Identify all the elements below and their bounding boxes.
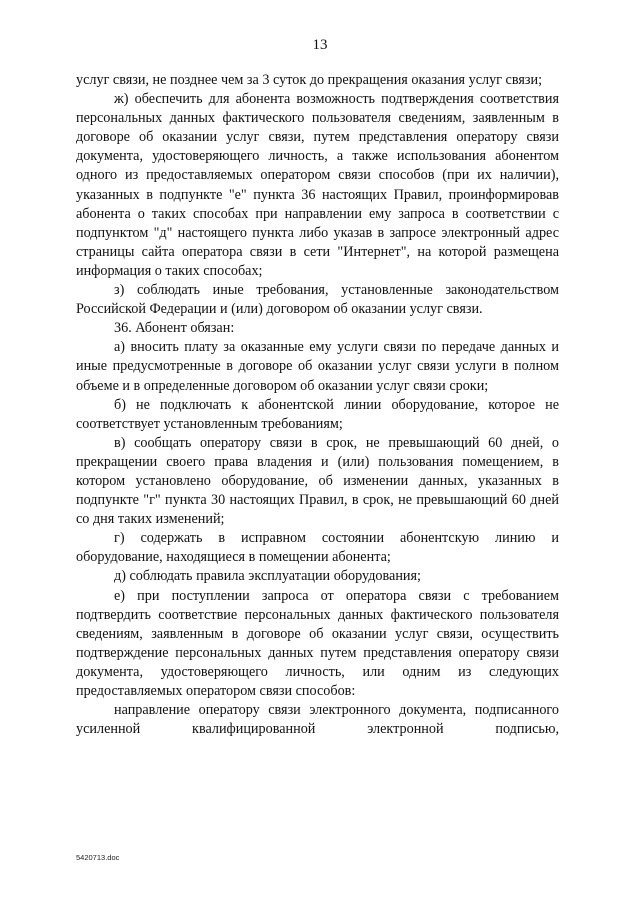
paragraph-item-a: а) вносить плату за оказанные ему услуги связи по передаче данных и иные предусмотренные в договоре об оказании услуг связи услуги в полном объеме и в определенные договором об оказании услуг связи сроки;	[76, 339, 559, 394]
paragraph-item-e: е) при поступлении запроса от оператора связи с требованием подтвердить соответствие персональных данных фактического пользователя сведениям, заявленным в договоре об оказании услуг связи, осуществить подтверждение персональных данных путем представления оператору связи документа, удостоверяющего личность, или одним из следующих предоставляемых оператором связи способов:	[76, 587, 559, 699]
page-number: 13	[312, 37, 328, 53]
paragraph-continuation: услуг связи, не позднее чем за 3 суток до прекращения оказания услуг связи;	[76, 72, 543, 88]
paragraph-method: направление оператору связи электронного документа, подписанного усиленной квалифицированной электронной подписью,	[76, 702, 559, 738]
paragraph-item-b: б) не подключать к абонентской линии оборудование, которое не соответствует установленным требованиям;	[76, 396, 559, 432]
paragraph-item-v: в) сообщать оператору связи в срок, не превышающий 60 дней, о прекращении своего права владения и (или) пользования помещением, в котором установлено оборудование, об изменении данных, указанных в подпункте "г" пункта 30 настоящих Правил, в срок, не превышающий 60 дней со дня таких изменений;	[76, 434, 559, 528]
paragraph-item-d: д) соблюдать правила эксплуатации оборудования;	[114, 568, 421, 585]
paragraph-item-z: з) соблюдать иные требования, установленные законодательством Российской Федерации и (или) договором об оказании услуг связи.	[76, 282, 559, 318]
paragraph-item-zh: ж) обеспечить для абонента возможность подтверждения соответствия персональных данных фактического пользователя сведениям, заявленным в договоре об оказании услуг связи, путем представления оператору связи документа, удостоверяющего личность, а также использования абонентом одного из предоставляемых оператором связи способов (при их наличии), указанных в подпункте "е" пункта 36 настоящих Правил, проинформировав абонента о таких способах при направлении ему запроса в соответствии с подпунктом "д" настоящего пункта либо указав в запросе электронный адрес страницы сайта оператора связи в сети "Интернет", на которой размещена информация о таких способах;	[76, 91, 559, 279]
body-text	[76, 71, 559, 739]
footer-document-code: 5420713.doc	[76, 853, 120, 862]
paragraph-clause-36: 36. Абонент обязан:	[114, 320, 235, 337]
paragraph-item-g: г) содержать в исправном состоянии абонентскую линию и оборудование, находящиеся в помещении абонента;	[76, 530, 559, 566]
